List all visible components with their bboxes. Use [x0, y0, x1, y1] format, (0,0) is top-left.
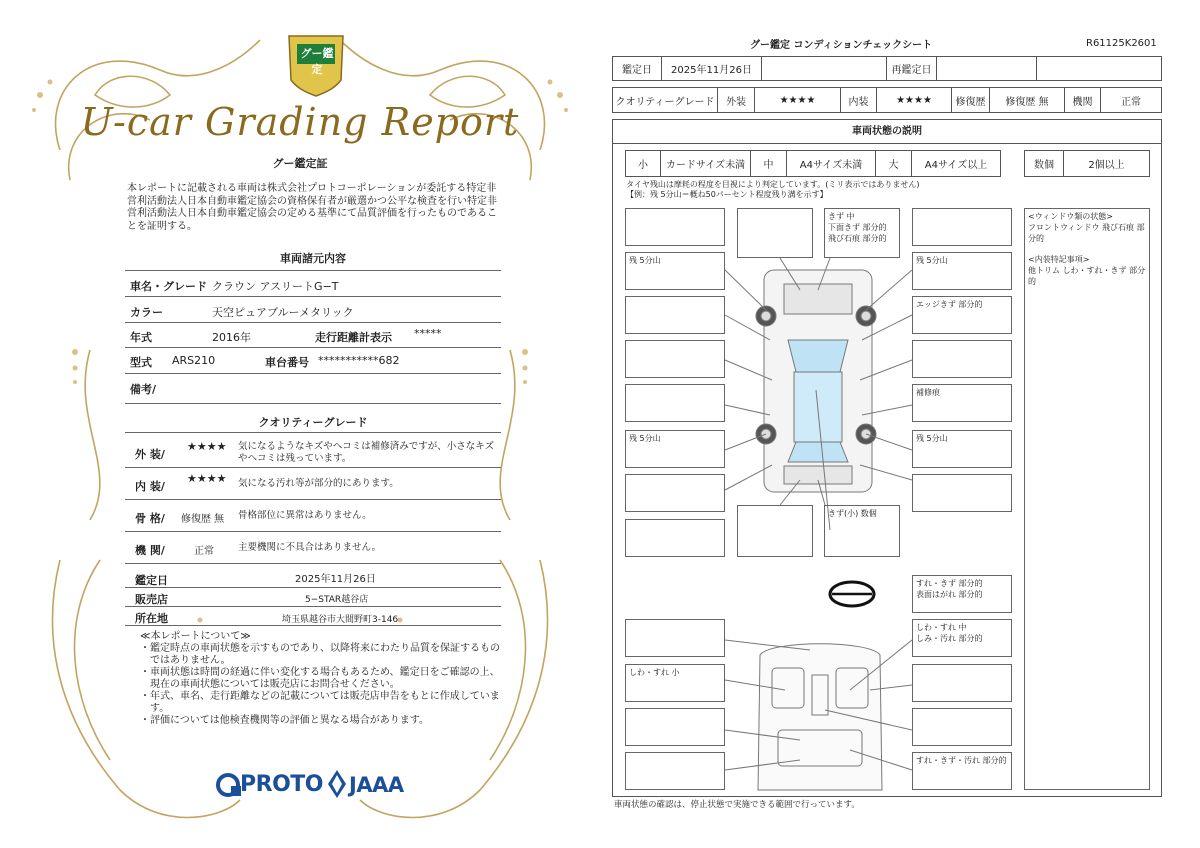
- divider: [125, 322, 501, 323]
- box-line: きず 中: [828, 212, 855, 221]
- date-label: 鑑定日: [135, 574, 168, 587]
- divider: [125, 270, 501, 271]
- engine-label: 機関: [1064, 87, 1101, 113]
- box-line: すれ・きず 部分的: [916, 579, 983, 588]
- divider: [125, 347, 501, 348]
- note-box: [625, 296, 725, 334]
- sheet-code: R61125K2601: [1086, 38, 1157, 49]
- year-label: 年式: [130, 331, 152, 344]
- note-item: ・鑑定時点の車両状態を示すものであり、以降将来にわたり品質を保証するものではありません。: [140, 643, 500, 666]
- box-repair: 補修痕: [912, 384, 1012, 422]
- divider: [125, 296, 501, 297]
- note-box: [625, 474, 725, 512]
- box-tire-rear-right: 残 5分山: [912, 430, 1012, 468]
- seal-text: グー鑑定: [300, 47, 334, 76]
- interior-stars: ★★★★: [876, 87, 952, 113]
- engine-text: 主要機関に不具合はありません。: [238, 542, 382, 553]
- quality-label: クオリティーグレード: [612, 87, 718, 113]
- exterior-label: 外装: [717, 87, 755, 113]
- legend-desc-small: カードサイズ未満: [660, 150, 751, 177]
- address-label: 所在地: [135, 612, 168, 625]
- model-value: ARS210: [172, 354, 216, 367]
- chassis-label: 車台番号: [265, 356, 309, 369]
- condition-heading: 車両状態の説明: [612, 119, 1162, 144]
- note-box: [737, 505, 813, 557]
- mileage-value: *****: [414, 327, 442, 340]
- divider: [125, 587, 501, 588]
- date-value: 2025年11月26日: [295, 574, 376, 585]
- engine-value: 正常: [194, 546, 214, 557]
- box-seat: [912, 619, 1012, 657]
- engine-label: 機 関/: [135, 544, 165, 557]
- box-line: 下面きず 部分的: [828, 223, 887, 232]
- divider: [125, 563, 501, 564]
- count-label: 数個: [1024, 150, 1064, 177]
- box-rear-interior: すれ・きず・汚れ 部分的: [912, 752, 1012, 790]
- note-item: ・車両状態は時間の経過に伴い変化する場合もあるため、鑑定日をご確認の上、現在の車両状態については販売店にお問合せください。: [140, 667, 500, 690]
- note-box: [625, 619, 725, 657]
- box-line: しわ・すれ 中: [916, 623, 967, 632]
- side-window-text: フロントウィンドウ 飛び石痕 部分的: [1028, 223, 1145, 243]
- note-box: [625, 208, 725, 246]
- legend-desc-large: A4サイズ以上: [911, 150, 1001, 177]
- mileage-label: 走行距離計表示: [315, 331, 392, 344]
- divider: [125, 606, 501, 607]
- sheet-title: グー鑑定 コンディションチェックシート: [750, 40, 933, 51]
- box-front-center: [824, 208, 900, 258]
- legend-size-large: 大: [875, 150, 912, 177]
- model-label: 型式: [130, 356, 152, 369]
- box-line: 表面はがれ 部分的: [916, 590, 983, 599]
- remarks-label: 備考/: [130, 383, 157, 396]
- proto-logo: PROTO: [240, 772, 323, 797]
- divider: [125, 467, 501, 468]
- side-special-title: <内装特記事項>: [1028, 255, 1090, 264]
- footer-note: 車両状態の確認は、停止状態で実施できる範囲で行っています。: [614, 800, 860, 810]
- divider: [125, 625, 501, 626]
- divider: [125, 432, 501, 433]
- note-box: [912, 474, 1012, 512]
- jaaa-logo: JAAA: [349, 773, 404, 797]
- redate-label: 再鑑定日: [886, 56, 937, 81]
- name-value: クラウン アスリートG−T: [212, 280, 339, 293]
- note-box: [737, 208, 813, 258]
- note-box: [625, 340, 725, 378]
- legend-size-medium: 中: [750, 150, 787, 177]
- box-tire-rear-left: 残 5分山: [625, 430, 725, 468]
- chassis-value: ***********682: [318, 354, 400, 367]
- date-value: 2025年11月26日: [661, 56, 762, 81]
- side-notes: [1024, 208, 1150, 790]
- box-rear: きず(小) 数個: [824, 505, 900, 557]
- date-label: 鑑定日: [612, 56, 662, 81]
- legend-desc-medium: A4サイズ未満: [786, 150, 876, 177]
- box-edge: エッジきず 部分的: [912, 296, 1012, 334]
- repair-label: 修復歴: [951, 87, 990, 113]
- legend-size-small: 小: [625, 150, 661, 177]
- exterior-text: 気になるようなキズやヘコミは補修済みですが、小さなキズやヘコミは残っています。: [238, 441, 495, 464]
- repair-value: 修復歴 無: [989, 87, 1065, 113]
- frame-value: 修復歴 無: [181, 514, 225, 525]
- color-label: カラー: [130, 306, 163, 319]
- exterior-stars: ★★★★: [754, 87, 841, 113]
- note-box: [625, 384, 725, 422]
- side-window-title: <ウィンドウ類の状態>: [1028, 212, 1113, 221]
- color-value: 天空ピュアブルーメタリック: [212, 306, 354, 319]
- notes: [140, 631, 500, 727]
- interior-label: 内装: [840, 87, 877, 113]
- note-box: [912, 708, 1012, 746]
- count-value: 2個以上: [1063, 150, 1150, 177]
- divider: [125, 499, 501, 500]
- specs-heading: 車両諸元内容: [280, 252, 346, 265]
- tire-note-2: 【例：残 5分山＝概ね50パーセント程度残り溝を示す】: [626, 190, 828, 199]
- exterior-stars: ★★★★: [187, 440, 227, 453]
- box-tire-front-right: 残 5分山: [912, 252, 1012, 290]
- steering-wheel-icon: [830, 582, 874, 606]
- note-box: [912, 208, 1012, 246]
- grade-heading: クオリティーグレード: [258, 416, 368, 429]
- year-value: 2016年: [212, 331, 251, 344]
- exterior-label: 外 装/: [135, 448, 165, 461]
- address-value: 埼玉県越谷市大間野町3-146: [282, 615, 399, 625]
- note-item: ・評価については他検査機関等の評価と異なる場合があります。: [140, 715, 429, 726]
- note-box: [912, 664, 1012, 702]
- divider: [125, 403, 501, 404]
- frame-text: 骨格部位に異常はありません。: [238, 510, 372, 521]
- note-box: [625, 708, 725, 746]
- divider: [125, 531, 501, 532]
- note-box: [625, 752, 725, 790]
- box-tire-front-left: 残 5分山: [625, 252, 725, 290]
- jaaa-mark-icon: [328, 770, 346, 798]
- interior-label: 内 装/: [135, 480, 165, 493]
- tire-note-1: タイヤ残山は摩耗の程度を目視により判定しています。(ミリ表示ではありません): [626, 180, 920, 189]
- cert-heading: グー鑑定証: [272, 157, 328, 170]
- script-title: U-car Grading Report: [80, 100, 520, 144]
- divider: [125, 373, 501, 374]
- side-special-text: 他トリム しわ・すれ・きず 部分的: [1028, 266, 1146, 286]
- box-left-interior: しわ・すれ 小: [625, 664, 725, 702]
- condition-check-sheet: [600, 0, 1200, 848]
- frame-label: 骨 格/: [135, 512, 165, 525]
- shop-value: 5−STAR越谷店: [305, 595, 369, 605]
- note-box: [625, 519, 725, 557]
- box-line: 飛び石痕 部分的: [828, 234, 887, 243]
- interior-stars: ★★★★: [187, 472, 227, 485]
- box-line: しみ・汚れ 部分的: [916, 634, 983, 643]
- interior-text: 気になる汚れ等が部分的にあります。: [238, 478, 399, 489]
- shop-label: 販売店: [135, 593, 168, 606]
- name-label: 車名・グレード: [130, 280, 207, 293]
- engine-value: 正常: [1100, 87, 1162, 113]
- note-item: ・年式、車名、走行距離などの記載については販売店申告をもとに作成しています。: [140, 691, 500, 714]
- intro-text: 本レポートに記載される車両は株式会社プロトコーポレーションが委託する特定非営利活動法人日本自動車鑑定協会の資格保有者が厳選かつ公平な検査を行い特定非営利活動法人日本自動車鑑定協会の定める基準にて品質評価を行ったものであることを証明する。: [127, 183, 497, 232]
- notes-title: ≪本レポートについて≫: [140, 631, 251, 642]
- box-steering: [912, 575, 1012, 613]
- note-box: [912, 340, 1012, 378]
